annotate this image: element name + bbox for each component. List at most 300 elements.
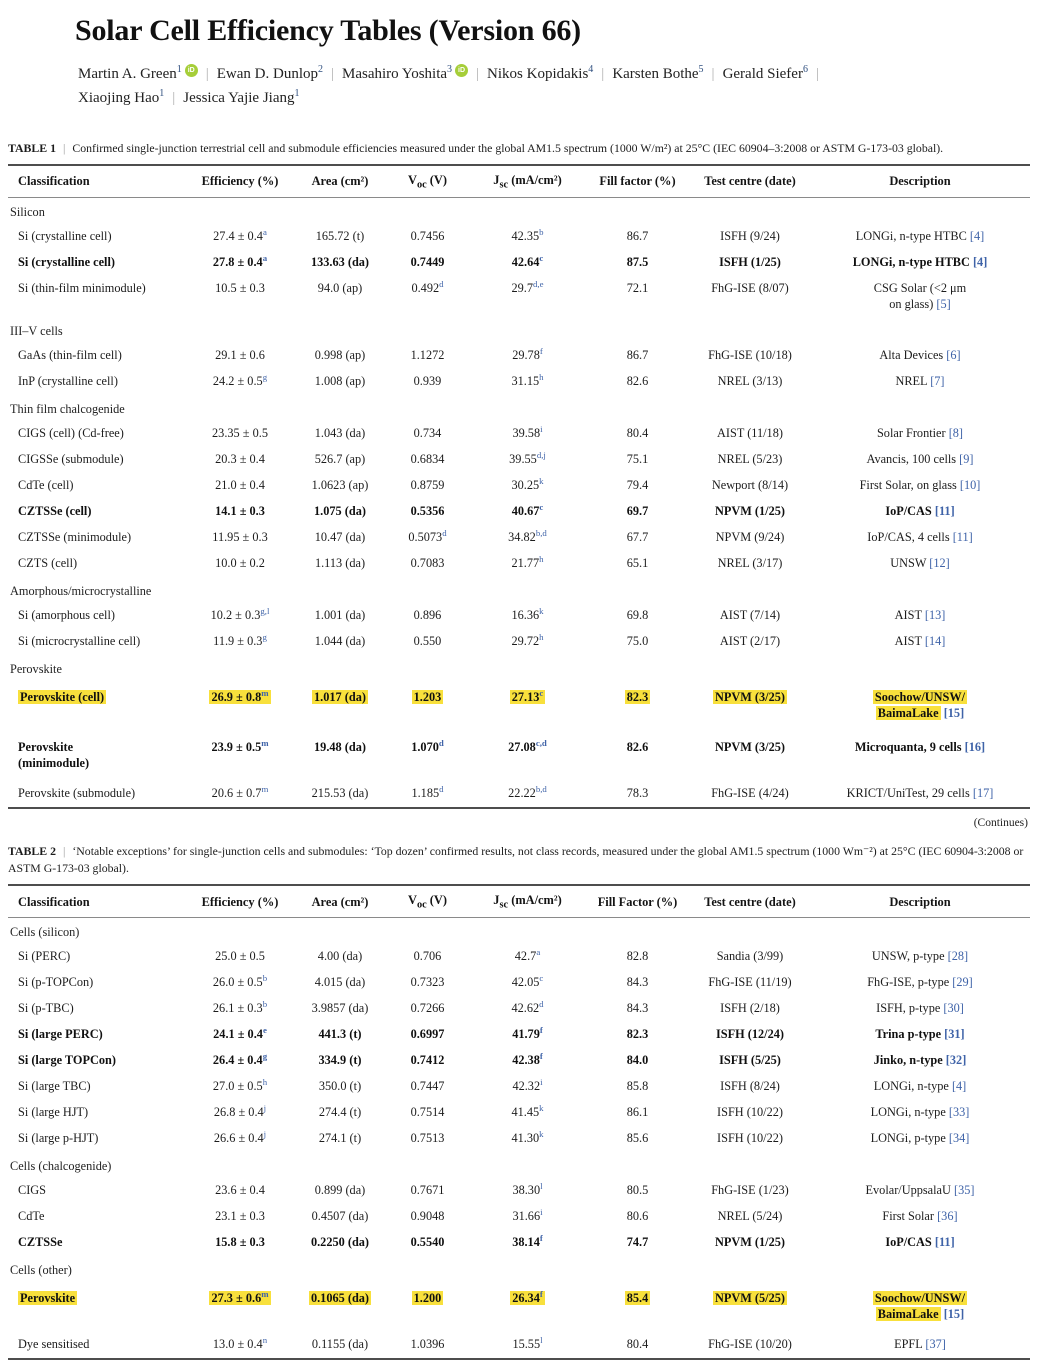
author-affiliation-sup: 6	[802, 64, 808, 75]
cell-description	[810, 1074, 1030, 1100]
cell-text: 21.0 ± 0.4	[215, 478, 265, 493]
cell-jsc	[470, 343, 585, 369]
cell-voc	[385, 731, 470, 781]
cell-efficiency	[185, 224, 295, 250]
cell-text: 80.4	[626, 1336, 649, 1351]
citation-ref[interactable]: [4]	[972, 254, 988, 269]
cell-efficiency	[185, 473, 295, 499]
cell-jsc	[470, 551, 585, 577]
cell-text: AIST	[894, 608, 922, 623]
paper-title: Solar Cell Efficiency Tables (Version 66)	[75, 14, 581, 47]
cell-text: 75.1	[626, 452, 649, 467]
cell-text: Soochow/UNSW/	[874, 690, 966, 705]
cell-text: LONGi, n-type	[873, 1078, 949, 1093]
cell-text: 86.7	[626, 228, 649, 243]
cell-jsc	[470, 276, 585, 318]
cell-description	[810, 1282, 1030, 1332]
cell-text: 20.3 ± 0.4	[215, 452, 265, 467]
footnote-marker: d	[439, 278, 444, 289]
cell-efficiency	[185, 276, 295, 318]
footnote-marker: b	[539, 226, 544, 237]
cell-area	[295, 1282, 385, 1332]
cell-description	[810, 343, 1030, 369]
cell-jsc	[470, 1074, 585, 1100]
cell-voc	[385, 781, 470, 808]
footnote-marker: f	[539, 1288, 543, 1299]
cell-text: ISFH, p-type	[876, 1000, 941, 1015]
cell-text: 0.7412	[410, 1052, 445, 1067]
cell-text: (minimodule)	[18, 756, 90, 771]
cell-area	[295, 421, 385, 447]
cell-classification	[8, 1230, 185, 1256]
cell-fill-factor	[585, 944, 690, 970]
cell-text: 84.3	[626, 974, 649, 989]
cell-text: 41.79$^f$	[512, 1024, 543, 1041]
footnote-marker: j	[263, 1102, 267, 1113]
cell-efficiency	[185, 1178, 295, 1204]
table-row	[8, 369, 1030, 395]
cell-text: 29.7$^{d,e}$	[511, 278, 544, 295]
section-row	[8, 1256, 1030, 1282]
cell-description	[810, 944, 1030, 970]
cell-text: 1.185$^d$	[411, 784, 444, 801]
cell-jsc	[470, 250, 585, 276]
cell-voc	[385, 996, 470, 1022]
cell-text: Si (PERC)	[18, 948, 71, 963]
table-row	[8, 525, 1030, 551]
citation-ref[interactable]: [35]	[953, 1182, 975, 1197]
cell-test-centre	[690, 781, 810, 808]
cell-fill-factor	[585, 1126, 690, 1152]
cell-text: 79.4	[626, 478, 649, 493]
citation-ref[interactable]: [9]	[959, 452, 974, 467]
table1-header	[8, 165, 1030, 197]
footnote-marker: l	[540, 1334, 543, 1345]
cell-text: 1.008 (ap)	[314, 374, 366, 389]
cell-text: 41.30$^k$	[511, 1128, 544, 1145]
cell-voc	[385, 343, 470, 369]
cell-text: Jinko, n-type	[873, 1052, 943, 1067]
cell-text: FhG-ISE (10/20)	[708, 1336, 792, 1351]
cell-efficiency	[185, 1230, 295, 1256]
cell-area	[295, 473, 385, 499]
footnote-marker: b	[262, 972, 268, 983]
cell-test-centre	[690, 499, 810, 525]
cell-area	[295, 681, 385, 731]
cell-text: 85.6	[626, 1130, 649, 1145]
cell-jsc	[470, 970, 585, 996]
efficiency-table-2	[8, 884, 1030, 1359]
cell-test-centre	[690, 1230, 810, 1256]
cell-text: 0.896	[413, 608, 442, 623]
footnote-marker: a	[262, 252, 268, 263]
cell-text: 133.63 (da)	[310, 254, 370, 269]
section-label: Cells (silicon)	[10, 924, 80, 939]
cell-classification	[8, 447, 185, 473]
footnote-marker: m	[261, 1288, 269, 1299]
cell-text: ISFH (8/24)	[720, 1078, 780, 1093]
cell-efficiency	[185, 629, 295, 655]
cell-efficiency	[185, 996, 295, 1022]
cell-text: 74.7	[626, 1234, 649, 1249]
cell-test-centre	[690, 681, 810, 731]
cell-classification	[8, 250, 185, 276]
cell-text: AIST	[894, 634, 922, 649]
cell-fill-factor	[585, 1074, 690, 1100]
cell-description	[810, 276, 1030, 318]
cell-test-centre	[690, 731, 810, 781]
cell-text: 26.34$^f$	[512, 1288, 543, 1305]
cell-test-centre	[690, 944, 810, 970]
table-row	[8, 421, 1030, 447]
citation-ref[interactable]: [11]	[934, 504, 955, 519]
cell-text: 82.6	[626, 740, 649, 755]
cell-text: 78.3	[626, 786, 649, 801]
cell-area	[295, 551, 385, 577]
cell-text: 67.7	[626, 530, 649, 545]
cell-text: NREL (3/17)	[717, 556, 783, 571]
cell-efficiency	[185, 1048, 295, 1074]
orcid-icon[interactable]: iD	[455, 64, 468, 77]
citation-ref[interactable]: [15]	[943, 706, 965, 721]
section-label: Silicon	[10, 204, 45, 219]
cell-text: 0.492$^d$	[411, 278, 444, 295]
footnote-marker: f	[539, 1232, 543, 1243]
citation-ref[interactable]: [8]	[948, 426, 964, 441]
citation-ref[interactable]: [31]	[944, 1026, 965, 1041]
citation-ref[interactable]: [16]	[964, 740, 986, 755]
citation-ref[interactable]: [33]	[948, 1104, 970, 1119]
cell-text: 87.5	[626, 254, 649, 269]
caption-separator: |	[62, 141, 66, 155]
cell-text: 1.070$^d$	[411, 738, 444, 755]
cell-text: 16.36$^k$	[511, 606, 544, 623]
header-row	[8, 885, 1030, 917]
cell-jsc	[470, 1100, 585, 1126]
cell-text: 15.55$^l$	[512, 1334, 543, 1351]
cell-test-centre	[690, 473, 810, 499]
cell-text: 19.48 (da)	[314, 740, 366, 755]
cell-text: 24.2 ± 0.5$^g$	[212, 372, 268, 389]
cell-area	[295, 1332, 385, 1359]
cell-text: 69.8	[626, 608, 649, 623]
cell-text: 0.5073$^d$	[408, 528, 447, 545]
cell-classification	[8, 1074, 185, 1100]
footnote-marker: m	[261, 688, 269, 699]
citation-ref[interactable]: [12]	[929, 556, 950, 571]
cell-description	[810, 447, 1030, 473]
cell-text: 85.4	[626, 1290, 649, 1305]
cell-text: Dye sensitised	[18, 1336, 90, 1351]
cell-text: 0.5356	[410, 504, 445, 519]
cell-efficiency	[185, 250, 295, 276]
cell-classification	[8, 473, 185, 499]
citation-ref[interactable]: [15]	[943, 1306, 965, 1321]
cell-jsc	[470, 944, 585, 970]
column-header-fill-factor: Fill Factor (%)	[585, 885, 690, 917]
cell-text: 441.3 (t)	[318, 1026, 362, 1041]
cell-classification	[8, 369, 185, 395]
cell-text: Microquanta, 9 cells	[854, 740, 962, 755]
footnote-marker: d	[442, 528, 447, 539]
section-row	[8, 395, 1030, 421]
cell-text: 25.0 ± 0.5	[215, 948, 265, 963]
table-row	[8, 1230, 1030, 1256]
cell-text: 11.9 ± 0.3$^g$	[213, 632, 267, 649]
citation-ref[interactable]: [13]	[924, 608, 946, 623]
cell-jsc	[470, 1048, 585, 1074]
table-row	[8, 629, 1030, 655]
cell-text: UNSW	[890, 556, 927, 571]
cell-text: 1.017 (da)	[314, 690, 366, 705]
cell-text: 30.25$^k$	[511, 476, 544, 493]
cell-text: 85.8	[626, 1078, 649, 1093]
citation-ref[interactable]: [17]	[972, 786, 994, 801]
cell-text: 27.4 ± 0.4$^a$	[213, 226, 267, 243]
footnote-marker: f	[539, 1050, 543, 1061]
column-header-efficiency: Efficiency (%)	[185, 165, 295, 197]
citation-ref[interactable]: [14]	[924, 634, 946, 649]
cell-text: 274.1 (t)	[318, 1130, 362, 1145]
cell-text: 82.3	[626, 690, 649, 705]
cell-classification	[8, 681, 185, 731]
cell-area	[295, 603, 385, 629]
cell-voc	[385, 1332, 470, 1359]
section-row	[8, 577, 1030, 603]
footnote-marker: g	[262, 372, 268, 383]
column-header-test-centre: Test centre (date)	[690, 885, 810, 917]
cell-text: 0.7083	[410, 556, 445, 571]
table-row	[8, 681, 1030, 731]
cell-text: Si (large TOPCon)	[18, 1052, 116, 1067]
citation-ref[interactable]: [6]	[946, 348, 961, 363]
cell-text: Si (microcrystalline cell)	[18, 634, 141, 649]
cell-text: 26.1 ± 0.3$^b$	[212, 998, 268, 1015]
cell-jsc	[470, 1282, 585, 1332]
section-label: Cells (other)	[10, 1262, 72, 1277]
cell-text: 0.706	[413, 948, 442, 963]
cell-classification	[8, 1048, 185, 1074]
column-header-classification: Classification	[8, 885, 185, 917]
cell-area	[295, 1126, 385, 1152]
author-separator: |	[476, 66, 480, 82]
cell-fill-factor	[585, 1048, 690, 1074]
cell-fill-factor	[585, 970, 690, 996]
footnote-marker: d,j	[536, 450, 546, 461]
cell-voc	[385, 1074, 470, 1100]
cell-text: 72.1	[626, 280, 649, 295]
cell-jsc	[470, 781, 585, 808]
cell-description	[810, 781, 1030, 808]
cell-area	[295, 781, 385, 808]
section-label: Amorphous/microcrystalline	[10, 584, 152, 599]
cell-area	[295, 369, 385, 395]
cell-efficiency	[185, 369, 295, 395]
cell-text: BaimaLake	[877, 706, 939, 721]
table-row	[8, 1048, 1030, 1074]
footnote-marker: d,e	[533, 278, 544, 289]
cell-test-centre	[690, 447, 810, 473]
cell-text: 22.22$^{b,d}$	[508, 784, 547, 801]
cell-test-centre	[690, 1048, 810, 1074]
cell-text: BaimaLake	[877, 1306, 939, 1321]
orcid-icon[interactable]: iD	[185, 64, 198, 77]
footnote-marker: l	[540, 1180, 543, 1191]
cell-text: 0.4507 (da)	[311, 1208, 369, 1223]
column-header-description: Description	[810, 885, 1030, 917]
table1-caption-text: Confirmed single-junction terrestrial cell and submodule efficiencies measured under the global AM1.5 spectrum (1000 W/m²) at 25°C (IEC 60904–3:2008 or ASTM G-173-03 global).	[72, 141, 944, 155]
table2-caption-text: ‘Notable exceptions’ for single-junction cells and submodules: ‘Top dozen’ confirmed results, not class records, measured under the global AM1.5 spectrum (1000 Wm⁻²) at 25°C (IEC 60904-3:2008 or ASTM G-173-03 global).	[8, 844, 1024, 876]
cell-area	[295, 970, 385, 996]
citation-ref[interactable]: [7]	[930, 374, 945, 389]
cell-text: Evolar/UppsalaU	[865, 1182, 951, 1197]
cell-description	[810, 731, 1030, 781]
cell-text: IoP/CAS	[885, 1234, 932, 1249]
cell-text: First Solar, on glass	[859, 478, 957, 493]
footnote-marker: m	[261, 738, 269, 749]
cell-text: NPVM (5/25)	[714, 1290, 785, 1305]
cell-text: Perovskite	[20, 1290, 76, 1305]
cell-text: Solar Frontier	[876, 426, 946, 441]
footnote-marker: i	[540, 1206, 543, 1217]
citation-ref[interactable]: [4]	[969, 228, 985, 243]
cell-text: Si (large HJT)	[18, 1104, 89, 1119]
cell-text: 1.043 (da)	[314, 426, 366, 441]
table-row	[8, 224, 1030, 250]
citation-ref[interactable]: [28]	[947, 948, 969, 963]
cell-text: Perovskite (submodule)	[18, 786, 136, 801]
table-row	[8, 551, 1030, 577]
column-header-area: Area (cm²)	[295, 885, 385, 917]
author-affiliation-sup: 2	[318, 64, 323, 75]
cell-test-centre	[690, 369, 810, 395]
cell-fill-factor	[585, 603, 690, 629]
cell-text: FhG-ISE (11/19)	[708, 974, 792, 989]
footnote-marker: c	[539, 252, 544, 263]
cell-efficiency	[185, 681, 295, 731]
footnote-marker: h	[539, 554, 544, 565]
cell-text: 0.7449	[410, 254, 445, 269]
citation-ref[interactable]: [34]	[948, 1130, 970, 1145]
cell-text: Perovskite	[18, 740, 74, 755]
cell-test-centre	[690, 1282, 810, 1332]
table-row	[8, 499, 1030, 525]
citation-ref[interactable]: [30]	[943, 1000, 964, 1015]
section-label: Perovskite	[10, 662, 62, 677]
cell-text: NREL	[895, 374, 928, 389]
cell-fill-factor	[585, 1178, 690, 1204]
section-row	[8, 317, 1030, 343]
cell-text: 82.8	[626, 948, 649, 963]
citation-ref[interactable]: [5]	[936, 296, 951, 311]
cell-jsc	[470, 1178, 585, 1204]
cell-test-centre	[690, 276, 810, 318]
section-label: Thin film chalcogenide	[10, 402, 125, 417]
author-name: Jessica Yajie Jiang$^1$	[183, 88, 300, 106]
author-separator: |	[331, 66, 335, 82]
cell-voc	[385, 447, 470, 473]
cell-classification	[8, 996, 185, 1022]
cell-text: 38.30$^l$	[512, 1180, 543, 1197]
citation-ref[interactable]: [10]	[959, 478, 981, 493]
cell-text: 42.62$^d$	[511, 998, 544, 1015]
cell-text: 26.9 ± 0.8$^m$	[211, 688, 269, 705]
cell-text: 23.35 ± 0.5	[212, 426, 268, 441]
cell-voc	[385, 1282, 470, 1332]
author-affiliation-sup: 3	[447, 64, 453, 75]
citation-ref[interactable]: [11]	[934, 1234, 955, 1249]
cell-test-centre	[690, 1332, 810, 1359]
cell-voc	[385, 629, 470, 655]
citation-ref[interactable]: [37]	[925, 1336, 946, 1351]
author-name: Xiaojing Hao$^1$	[78, 88, 165, 106]
cell-text: KRICT/UniTest, 29 cells	[846, 786, 970, 801]
cell-text: 1.1272	[410, 348, 445, 363]
cell-fill-factor	[585, 551, 690, 577]
author-separator: |	[601, 66, 605, 82]
cell-area	[295, 1048, 385, 1074]
footnote-marker: b	[262, 998, 268, 1009]
cell-text: FhG-ISE (10/18)	[708, 348, 792, 363]
citation-ref[interactable]: [4]	[951, 1078, 967, 1093]
cell-text: FhG-ISE (8/07)	[711, 280, 789, 295]
cell-fill-factor	[585, 525, 690, 551]
citation-ref[interactable]: [29]	[952, 974, 973, 989]
author-name: Karsten Bothe$^5$	[612, 64, 704, 82]
efficiency-table-1	[8, 164, 1030, 809]
cell-text: 1.001 (da)	[314, 608, 366, 623]
cell-text: Alta Devices	[879, 348, 944, 363]
footnote-marker: h	[262, 1076, 268, 1087]
cell-text: Newport (8/14)	[711, 478, 789, 493]
citation-ref[interactable]: [32]	[945, 1052, 967, 1067]
cell-classification	[8, 421, 185, 447]
cell-text: 42.38$^f$	[512, 1050, 543, 1067]
section-row	[8, 1152, 1030, 1178]
cell-efficiency	[185, 970, 295, 996]
cell-text: 4.00 (da)	[317, 948, 363, 963]
cell-text: 0.734	[413, 426, 442, 441]
cell-classification	[8, 970, 185, 996]
cell-text: 15.8 ± 0.3	[215, 1234, 265, 1249]
cell-text: EPFL	[894, 1336, 923, 1351]
author-affiliation-sup: 1	[176, 64, 182, 75]
cell-description	[810, 369, 1030, 395]
cell-text: AIST (2/17)	[719, 634, 781, 649]
footnote-marker: e	[262, 1024, 267, 1035]
section-row	[8, 197, 1030, 223]
cell-jsc	[470, 369, 585, 395]
header-row	[8, 165, 1030, 197]
cell-fill-factor	[585, 1022, 690, 1048]
table-row	[8, 1022, 1030, 1048]
cell-classification	[8, 499, 185, 525]
cell-text: NREL (5/23)	[717, 452, 783, 467]
footnote-marker: n	[262, 1334, 268, 1345]
table-row	[8, 1126, 1030, 1152]
cell-efficiency	[185, 731, 295, 781]
cell-text: Trina p-type	[875, 1026, 942, 1041]
citation-ref[interactable]: [36]	[937, 1208, 958, 1223]
cell-text: FhG-ISE (1/23)	[711, 1182, 789, 1197]
cell-text: 0.6834	[410, 452, 445, 467]
cell-text: CZTSSe	[18, 1234, 63, 1249]
cell-text: CSG Solar (<2 μm	[873, 280, 967, 295]
author-separator: |	[815, 66, 819, 82]
citation-ref[interactable]: [11]	[952, 530, 973, 545]
cell-text: Si (large PERC)	[18, 1026, 103, 1041]
footnote-marker: g,l	[260, 606, 270, 617]
